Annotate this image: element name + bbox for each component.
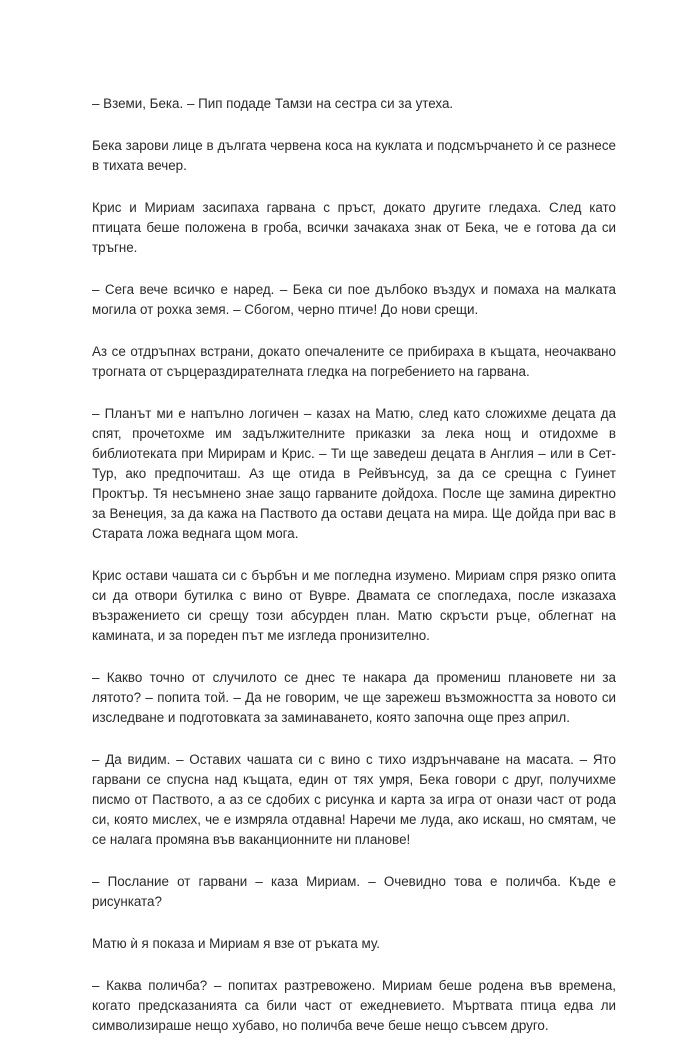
paragraph-12: – Каква поличба? – попитах разтревожено. Мириам беше родена във времена, когато предсказанията са били част от ежедневието. Мъртвата птица едва ли символизираше нещо хубаво, но поличба вече беше нещо съвсем друго. [92, 978, 616, 1033]
paragraph-8: – Какво точно от случилото се днес те накара да промениш плановете ни за лятото? – попита той. – Да не говорим, че ще зарежеш възможността за новото си изследване и подготовката за заминаването, която започна още през април. [92, 670, 616, 725]
paragraph-4: – Сега вече всичко е наред. – Бека си пое дълбоко въздух и помаха на малката могила от рохка земя. – Сбогом, черно птиче! До нови срещи. [92, 282, 616, 317]
paragraph-11: Матю ѝ я показа и Мириам я взе от ръката му. [92, 936, 380, 951]
document-page [92, 94, 616, 1058]
paragraph-9: – Да видим. – Оставих чашата си с вино с тихо издрънчаване на масата. – Ято гарвани се спусна над къщата, един от тях умря, Бека говори с друг, получихме писмо от Паството, а аз се сдобих с рисунка и карта за игра от онази част от рода си, която мислех, че е измряла отдавна! Наречи ме луда, ако искаш, но смятам, че се налага промяна във ваканционните ни планове! [92, 752, 616, 847]
paragraph-10: – Послание от гарвани – каза Мириам. – Очевидно това е поличба. Къде е рисунката? [92, 874, 616, 909]
paragraph-3: Крис и Мириам засипаха гарвана с пръст, докато другите гледаха. След като птицата беше положена в гроба, всички зачакаха знак от Бека, че е готова да си тръгне. [92, 200, 616, 255]
paragraph-1: – Вземи, Бека. – Пип подаде Тамзи на сестра си за утеха. [92, 96, 454, 111]
paragraph-2: Бека зарови лице в дългата червена коса на куклата и подсмърчането ѝ се разнесе в тихата вечер. [92, 138, 616, 173]
paragraph-6: – Планът ми е напълно логичен – казах на Матю, след като сложихме децата да спят, прочетохме им задължителните приказки за лека нощ и отидохме в библиотеката при Мирирам и Крис. – Ти ще заведеш децата в Англия – или в Сет-Тур, ако предпочиташ. Аз ще отида в Рейвънсуд, за да се срещна с Гуинет Проктър. Тя несъмнено знае защо гарваните дойдоха. После ще замина директно за Венеция, за да кажа на Паството да остави децата на мира. Ще дойда при вас в Старата ложа веднага щом мога. [92, 406, 616, 541]
paragraph-7: Крис остави чашата си с бърбън и ме погледна изумено. Мириам спря рязко опита си да отвори бутилка с вино от Вувре. Двамата се спогледаха, после изказаха възражението си срещу този абсурден план. Матю скръсти ръце, облегнат на камината, и за пореден път ме изгледа пронизително. [92, 568, 616, 643]
paragraph-5: Аз се отдръпнах встрани, докато опечалените се прибираха в къщата, неочаквано трогната от сърцераздирателната гледка на погребението на гарвана. [92, 344, 616, 379]
